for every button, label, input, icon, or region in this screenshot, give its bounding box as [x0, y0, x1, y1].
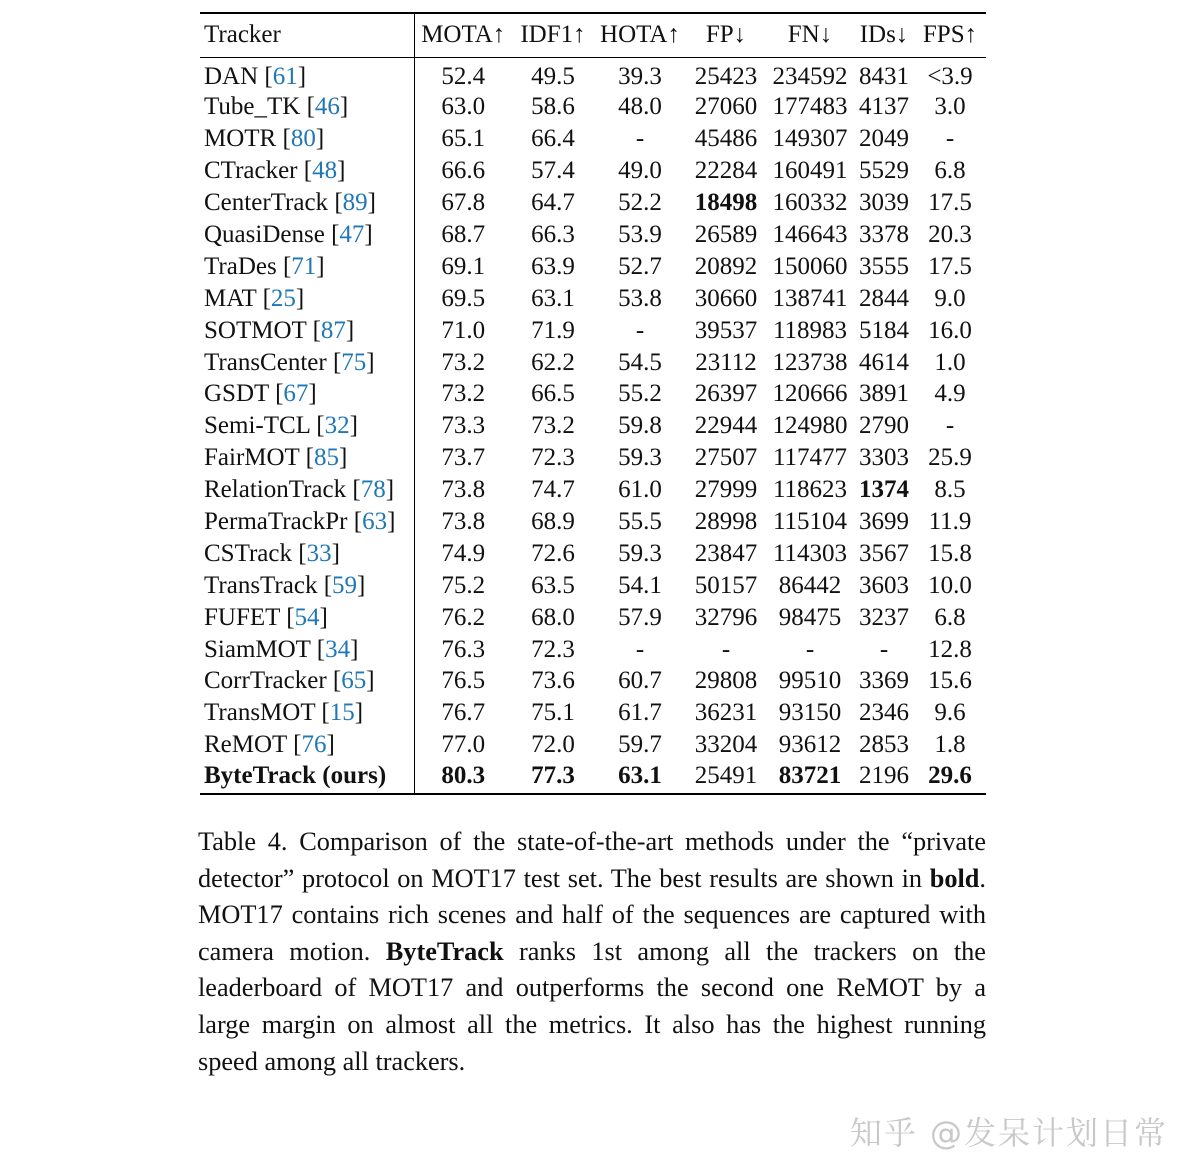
- citation-link[interactable]: 63: [362, 508, 388, 536]
- cell-fn: 118983: [772, 316, 848, 344]
- cell-idf1: 57.4: [531, 157, 575, 185]
- cell-fn: 117477: [772, 444, 848, 472]
- tracker-name-cell: CTracker [48]: [200, 155, 414, 187]
- tracker-name: SiamMOT: [204, 635, 311, 663]
- cell-hota: 54.1: [618, 571, 662, 599]
- cell-mota: 80.3: [414, 761, 512, 794]
- tracker-name: GSDT: [204, 380, 269, 408]
- cell-idf1: 72.3: [531, 444, 575, 472]
- header-tracker: Tracker: [200, 13, 414, 57]
- cell-fn: 93150: [778, 699, 842, 727]
- cell-ids: 3567: [859, 539, 909, 567]
- tracker-name-cell: FairMOT [85]: [200, 442, 414, 474]
- cell-hota: 53.8: [618, 284, 662, 312]
- cell-fps: -: [945, 125, 955, 153]
- header-ids: IDs↓: [854, 13, 914, 57]
- cell-idf1: 68.9: [531, 508, 575, 536]
- citation-link[interactable]: 47: [339, 221, 365, 248]
- header-hota: HOTA↑: [594, 13, 686, 57]
- cell-mota: 76.2: [441, 603, 486, 631]
- tracker-name-cell: FUFET [54]: [200, 602, 414, 634]
- tracker-name-cell: MAT [25]: [200, 283, 414, 315]
- cell-ids: 3699: [859, 508, 909, 536]
- table-row: [200, 474, 986, 506]
- citation-link[interactable]: 54: [294, 603, 320, 631]
- cell-ids: -: [879, 635, 889, 663]
- cell-fp: 26589: [694, 221, 758, 248]
- cell-fps: 12.8: [928, 635, 972, 663]
- citation-link[interactable]: 59: [332, 571, 358, 599]
- cell-idf1: 66.3: [531, 221, 575, 248]
- cell-fn: 123738: [772, 348, 848, 376]
- cell-fps: 20.3: [928, 221, 972, 248]
- citation-link[interactable]: 32: [324, 412, 350, 440]
- cell-hota: 59.3: [618, 444, 662, 472]
- table-row: [200, 187, 986, 219]
- tracker-name-cell: QuasiDense [47]: [200, 219, 414, 251]
- cell-mota: 73.2: [441, 348, 486, 376]
- table-row: [200, 155, 986, 187]
- citation-link[interactable]: 65: [341, 667, 367, 695]
- table-row: [200, 570, 986, 602]
- cell-idf1: 68.0: [531, 603, 575, 631]
- header-mota: MOTA↑: [414, 13, 512, 57]
- tracker-name: RelationTrack: [204, 476, 347, 504]
- cell-hota: 53.9: [618, 221, 662, 248]
- cell-mota: 76.7: [441, 699, 486, 727]
- tracker-name: TransCenter: [204, 348, 327, 376]
- citation-link[interactable]: 80: [290, 125, 316, 153]
- tracker-name: CenterTrack: [204, 189, 329, 217]
- tracker-name: CTracker: [204, 157, 298, 185]
- cell-idf1: 75.1: [531, 699, 575, 727]
- cell-fp: -: [721, 635, 731, 663]
- cell-hota: 59.7: [618, 731, 662, 759]
- table-row: [200, 666, 986, 698]
- tracker-name: PermaTrackPr: [204, 508, 348, 536]
- cell-fp: 27060: [694, 93, 758, 121]
- table-row: [200, 315, 986, 347]
- table-caption: [198, 824, 986, 1080]
- cell-ids: 3378: [859, 221, 909, 248]
- tracker-name: Tube_TK: [204, 93, 301, 121]
- cell-fp: 26397: [694, 380, 758, 408]
- cell-ids: 4137: [859, 93, 909, 121]
- cell-ids: 3603: [859, 571, 909, 599]
- tracker-name-cell: RelationTrack [78]: [200, 474, 414, 506]
- cell-hota: 39.3: [618, 62, 662, 90]
- cell-hota: 55.5: [618, 508, 662, 536]
- cell-mota: 73.8: [441, 476, 486, 504]
- cell-idf1: 63.9: [531, 252, 575, 280]
- cell-hota: 54.5: [618, 348, 662, 376]
- cell-hota: 55.2: [618, 380, 662, 408]
- cell-ids: 2844: [859, 284, 909, 312]
- tracker-name: MOTR: [204, 125, 277, 153]
- cell-mota: 67.8: [441, 189, 486, 217]
- cell-hota: -: [635, 635, 645, 663]
- cell-fps: 16.0: [928, 316, 972, 344]
- cell-hota: 60.7: [618, 667, 662, 695]
- citation-link[interactable]: 25: [270, 284, 296, 312]
- tracker-name: CorrTracker: [204, 667, 327, 695]
- cell-hota: 61.7: [618, 699, 662, 727]
- cell-fps: 15.8: [928, 539, 972, 567]
- cell-ids: 3303: [859, 444, 909, 472]
- cell-fn: 114303: [772, 539, 848, 567]
- citation-link[interactable]: 76: [301, 731, 327, 759]
- cell-ids: 1374: [859, 476, 909, 504]
- tracker-name-cell: SiamMOT [34]: [200, 634, 414, 666]
- cell-ids: 2196: [854, 761, 914, 794]
- cell-fp: 45486: [694, 125, 758, 153]
- citation-link[interactable]: 15: [329, 699, 355, 727]
- cell-fn: 99510: [778, 667, 842, 695]
- cell-fn: 150060: [772, 252, 848, 280]
- cell-ids: 3039: [859, 189, 909, 217]
- citation-link[interactable]: 85: [313, 444, 339, 472]
- header-fn: FN↓: [766, 13, 854, 57]
- table-row: [200, 506, 986, 538]
- tracker-name-cell: DAN [61]: [200, 57, 414, 92]
- cell-fp: 25423: [694, 62, 758, 90]
- cell-idf1: 72.3: [531, 635, 575, 663]
- cell-fps: 17.5: [928, 189, 972, 217]
- cell-fp: 23112: [695, 348, 757, 376]
- cell-fps: 8.5: [934, 476, 966, 504]
- citation-link[interactable]: 87: [320, 316, 346, 344]
- tracker-name-cell: Tube_TK [46]: [200, 92, 414, 124]
- cell-idf1: 62.2: [531, 348, 575, 376]
- cell-fn: 115104: [772, 508, 848, 536]
- cell-ids: 3237: [859, 603, 909, 631]
- cell-mota: 77.0: [441, 731, 486, 759]
- cell-fn: 160491: [772, 157, 848, 185]
- cell-idf1: 72.6: [531, 539, 575, 567]
- cell-fps: 10.0: [928, 571, 972, 599]
- cell-hota: 49.0: [618, 157, 662, 185]
- cell-fn: -: [805, 635, 815, 663]
- citation-link[interactable]: 33: [306, 539, 332, 567]
- cell-fp: 23847: [694, 539, 758, 567]
- cell-fp: 30660: [694, 284, 758, 312]
- cell-hota: -: [635, 316, 645, 344]
- cell-fn: 93612: [778, 731, 842, 759]
- cell-mota: 73.8: [441, 508, 486, 536]
- cell-mota: 71.0: [441, 316, 486, 344]
- cell-mota: 65.1: [441, 125, 486, 153]
- cell-idf1: 73.2: [531, 412, 575, 440]
- cell-mota: 63.0: [441, 93, 486, 121]
- cell-fp: 27507: [694, 444, 758, 472]
- cell-fps: 11.9: [928, 508, 972, 536]
- cell-mota: 76.5: [441, 667, 486, 695]
- cell-ids: 8431: [859, 62, 909, 90]
- header-fp: FP↓: [686, 13, 766, 57]
- cell-fps: 9.0: [934, 284, 966, 312]
- cell-fn: 118623: [772, 476, 848, 504]
- tracker-name-cell: ReMOT [76]: [200, 729, 414, 761]
- cell-mota: 75.2: [441, 571, 486, 599]
- tracker-name: FairMOT: [204, 444, 300, 472]
- cell-idf1: 71.9: [531, 316, 575, 344]
- table-row: [200, 251, 986, 283]
- table-row: [200, 379, 986, 411]
- cell-fn: 146643: [772, 221, 848, 248]
- cell-fn: 149307: [772, 125, 848, 153]
- cell-hota: 61.0: [618, 476, 662, 504]
- table-body: [200, 57, 986, 794]
- cell-mota: 73.2: [441, 380, 486, 408]
- caption-text-3: ranks 1st among all the trackers on the leaderboard of MOT17 and outperforms the second one ReMOT by a large margin on almost all the metrics. It also has the highest running speed among all trackers.: [198, 936, 986, 1076]
- citation-link[interactable]: 34: [325, 635, 351, 663]
- cell-hota: 57.9: [618, 603, 662, 631]
- cell-idf1: 73.6: [531, 667, 575, 695]
- cell-fp: 33204: [694, 731, 758, 759]
- tracker-name-cell: GSDT [67]: [200, 379, 414, 411]
- citation-link[interactable]: 61: [272, 62, 298, 90]
- ours-row: [200, 761, 986, 794]
- cell-idf1: 66.5: [531, 380, 575, 408]
- tracker-name-cell: PermaTrackPr [63]: [200, 506, 414, 538]
- table-row: [200, 283, 986, 315]
- tracker-name: QuasiDense: [204, 221, 325, 248]
- table-row: [200, 729, 986, 761]
- tracker-name: Semi-TCL: [204, 412, 311, 440]
- cell-fp: 27999: [694, 476, 758, 504]
- cell-fps: 1.8: [934, 731, 966, 759]
- cell-ids: 2346: [859, 699, 909, 727]
- table-row: [200, 634, 986, 666]
- citation-link[interactable]: 78: [360, 476, 386, 504]
- citation-link[interactable]: 75: [341, 348, 367, 376]
- cell-fps: 25.9: [928, 444, 972, 472]
- cell-fps: 1.0: [934, 348, 966, 376]
- citation-link[interactable]: 89: [342, 189, 368, 217]
- citation-link[interactable]: 71: [291, 252, 317, 280]
- tracker-name: TransMOT: [204, 699, 316, 727]
- table-row: [200, 697, 986, 729]
- cell-idf1: 77.3: [512, 761, 594, 794]
- cell-mota: 76.3: [441, 635, 486, 663]
- cell-ids: 2853: [859, 731, 909, 759]
- cell-fps: 3.0: [934, 93, 966, 121]
- cell-idf1: 63.1: [531, 284, 575, 312]
- cell-ids: 3555: [859, 252, 909, 280]
- citation-link[interactable]: 48: [312, 157, 338, 185]
- tracker-name-cell: TransMOT [15]: [200, 697, 414, 729]
- cell-ids: 4614: [859, 348, 909, 376]
- cell-hota: 63.1: [594, 761, 686, 794]
- cell-fn: 124980: [772, 412, 848, 440]
- tracker-name-cell: Semi-TCL [32]: [200, 410, 414, 442]
- cell-fps: 29.6: [914, 761, 986, 794]
- cell-fn: 83721: [766, 761, 854, 794]
- cell-ids: 3369: [859, 667, 909, 695]
- cell-ids: 2790: [859, 412, 909, 440]
- cell-fp: 32796: [694, 603, 758, 631]
- cell-ids: 5529: [859, 157, 909, 185]
- table-row: [200, 410, 986, 442]
- tracker-name: MAT: [204, 284, 257, 312]
- cell-fp: 29808: [694, 667, 758, 695]
- cell-fn: 138741: [772, 284, 848, 312]
- tracker-name-cell: TraDes [71]: [200, 251, 414, 283]
- watermark: 知乎 @发呆计划日常: [849, 1114, 1168, 1152]
- results-table: [200, 12, 986, 795]
- cell-fps: 6.8: [934, 157, 966, 185]
- cell-hota: 52.2: [618, 189, 662, 217]
- cell-ids: 2049: [859, 125, 909, 153]
- cell-idf1: 58.6: [531, 93, 575, 121]
- cell-idf1: 49.5: [531, 62, 575, 90]
- cell-fp: 20892: [694, 252, 758, 280]
- cell-fn: 86442: [778, 571, 842, 599]
- cell-fp: 36231: [694, 699, 758, 727]
- cell-fp: 22284: [694, 157, 758, 185]
- cell-mota: 69.1: [441, 252, 486, 280]
- cell-idf1: 63.5: [531, 571, 575, 599]
- table-row: [200, 92, 986, 124]
- cell-fps: -: [945, 412, 955, 440]
- tracker-name: ByteTrack (ours): [200, 761, 414, 794]
- cell-fps: 9.6: [934, 699, 966, 727]
- cell-mota: 69.5: [441, 284, 486, 312]
- cell-fp: 28998: [694, 508, 758, 536]
- cell-fps: 4.9: [934, 380, 966, 408]
- header-fps: FPS↑: [914, 13, 986, 57]
- tracker-name-cell: TransTrack [59]: [200, 570, 414, 602]
- citation-link[interactable]: 67: [283, 380, 309, 408]
- table-row: [200, 219, 986, 251]
- cell-mota: 52.4: [441, 62, 486, 90]
- cell-fn: 120666: [772, 380, 848, 408]
- tracker-name: ReMOT: [204, 731, 287, 759]
- tracker-name: TraDes: [204, 252, 277, 280]
- cell-mota: 66.6: [441, 157, 486, 185]
- cell-fps: 6.8: [934, 603, 966, 631]
- cell-fps: <3.9: [927, 62, 973, 90]
- cell-hota: -: [635, 125, 645, 153]
- cell-hota: 52.7: [618, 252, 662, 280]
- table-row: [200, 347, 986, 379]
- cell-fps: 15.6: [928, 667, 972, 695]
- cell-fn: 98475: [778, 603, 842, 631]
- cell-fp: 39537: [694, 316, 758, 344]
- cell-mota: 73.3: [441, 412, 486, 440]
- tracker-name-cell: CSTrack [33]: [200, 538, 414, 570]
- cell-fn: 177483: [772, 93, 848, 121]
- tracker-name: DAN: [204, 62, 259, 90]
- tracker-name: TransTrack: [204, 571, 318, 599]
- cell-idf1: 74.7: [531, 476, 575, 504]
- cell-hota: 59.8: [618, 412, 662, 440]
- tracker-name-cell: CenterTrack [89]: [200, 187, 414, 219]
- table-row: [200, 442, 986, 474]
- cell-mota: 68.7: [441, 221, 486, 248]
- cell-idf1: 72.0: [531, 731, 575, 759]
- tracker-name: SOTMOT: [204, 316, 307, 344]
- cell-fp: 25491: [686, 761, 766, 794]
- header-row: [200, 13, 986, 57]
- table-row: [200, 538, 986, 570]
- tracker-name-cell: SOTMOT [87]: [200, 315, 414, 347]
- citation-link[interactable]: 46: [314, 93, 340, 121]
- tracker-name-cell: CorrTracker [65]: [200, 666, 414, 698]
- tracker-name-cell: MOTR [80]: [200, 123, 414, 155]
- cell-mota: 74.9: [441, 539, 486, 567]
- cell-fp: 22944: [694, 412, 758, 440]
- caption-method-name: ByteTrack: [385, 936, 504, 966]
- tracker-name: CSTrack: [204, 539, 292, 567]
- cell-ids: 3891: [859, 380, 909, 408]
- cell-fps: 17.5: [928, 252, 972, 280]
- cell-fp: 18498: [694, 189, 758, 217]
- table-row: [200, 123, 986, 155]
- table-row: [200, 57, 986, 92]
- cell-fn: 234592: [772, 62, 848, 90]
- cell-hota: 59.3: [618, 539, 662, 567]
- cell-fn: 160332: [772, 189, 848, 217]
- caption-text-2: . MOT17 contains rich scenes and half of the sequences are captured with camera motion.: [198, 863, 986, 966]
- caption-text-1: Table 4. Comparison of the state-of-the-art methods under the “private detector” protocol on MOT17 test set. The best results are shown in: [198, 827, 986, 893]
- cell-mota: 73.7: [441, 444, 486, 472]
- tracker-name: FUFET: [204, 603, 280, 631]
- cell-idf1: 64.7: [531, 189, 575, 217]
- tracker-name-cell: TransCenter [75]: [200, 347, 414, 379]
- cell-ids: 5184: [859, 316, 909, 344]
- table-row: [200, 602, 986, 634]
- cell-hota: 48.0: [618, 93, 662, 121]
- cell-fp: 50157: [694, 571, 758, 599]
- caption-bold-word: bold: [929, 863, 980, 893]
- cell-idf1: 66.4: [531, 125, 575, 153]
- header-idf1: IDF1↑: [512, 13, 594, 57]
